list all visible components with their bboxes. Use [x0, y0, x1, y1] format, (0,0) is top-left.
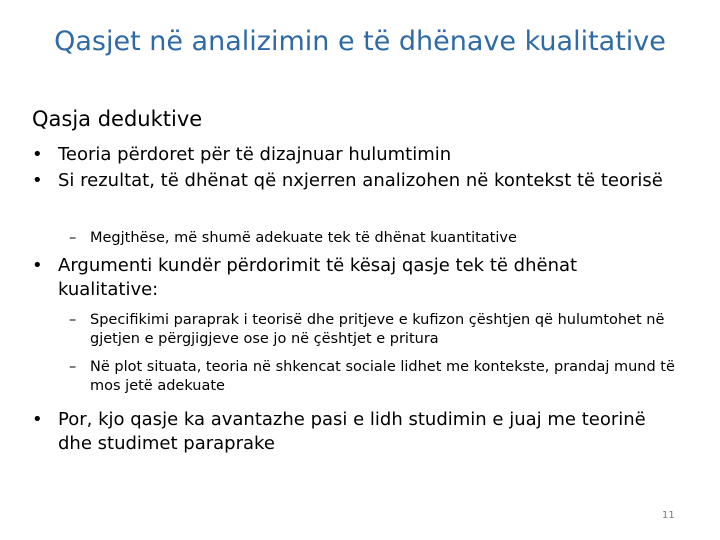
bullet-item — [32, 169, 672, 193]
sub-bullet-item — [69, 311, 682, 349]
bullet-marker: • — [32, 144, 43, 165]
page-number: 11 — [662, 510, 675, 521]
sub-bullet-item — [69, 358, 682, 396]
bullet-text: Si rezultat, të dhënat që nxjerren analizohen në kontekst të teorisë — [58, 170, 663, 191]
bullet-text: Teoria përdoret për të dizajnuar hulumtimin — [58, 144, 452, 165]
bullet-marker: • — [32, 170, 43, 191]
bullet-text: Por, kjo qasje ka avantazhe pasi e lidh studimin e juaj me teorinë dhe studimet paraprake — [58, 409, 646, 454]
bullet-item — [32, 408, 672, 456]
bullet-text: Argumenti kundër përdorimit të kësaj qasje tek të dhënat kualitative: — [58, 255, 578, 300]
sub-bullet-marker: – — [69, 359, 77, 375]
sub-bullet-marker: – — [69, 312, 77, 328]
sub-bullet-text: Specifikimi paraprak i teorisë dhe pritjeve e kufizon çështjen që hulumtohet në gjetjen e përgjigjeve ose jo në çështjet e pritura — [90, 312, 665, 347]
bullet-item — [32, 143, 672, 167]
bullet-item — [32, 254, 672, 302]
bullet-marker: • — [32, 409, 43, 430]
sub-bullet-item — [69, 229, 682, 248]
sub-bullet-marker: – — [69, 230, 77, 246]
bullet-marker: • — [32, 255, 43, 276]
sub-bullet-text: Në plot situata, teoria në shkencat sociale lidhet me kontekste, prandaj mund të mos jetë adekuate — [90, 359, 675, 394]
sub-bullet-text: Megjthëse, më shumë adekuate tek të dhënat kuantitative — [90, 230, 517, 246]
slide-title: Qasjet në analizimin e të dhënave kualitative — [54, 26, 666, 57]
slide-subtitle: Qasja deduktive — [32, 107, 203, 131]
